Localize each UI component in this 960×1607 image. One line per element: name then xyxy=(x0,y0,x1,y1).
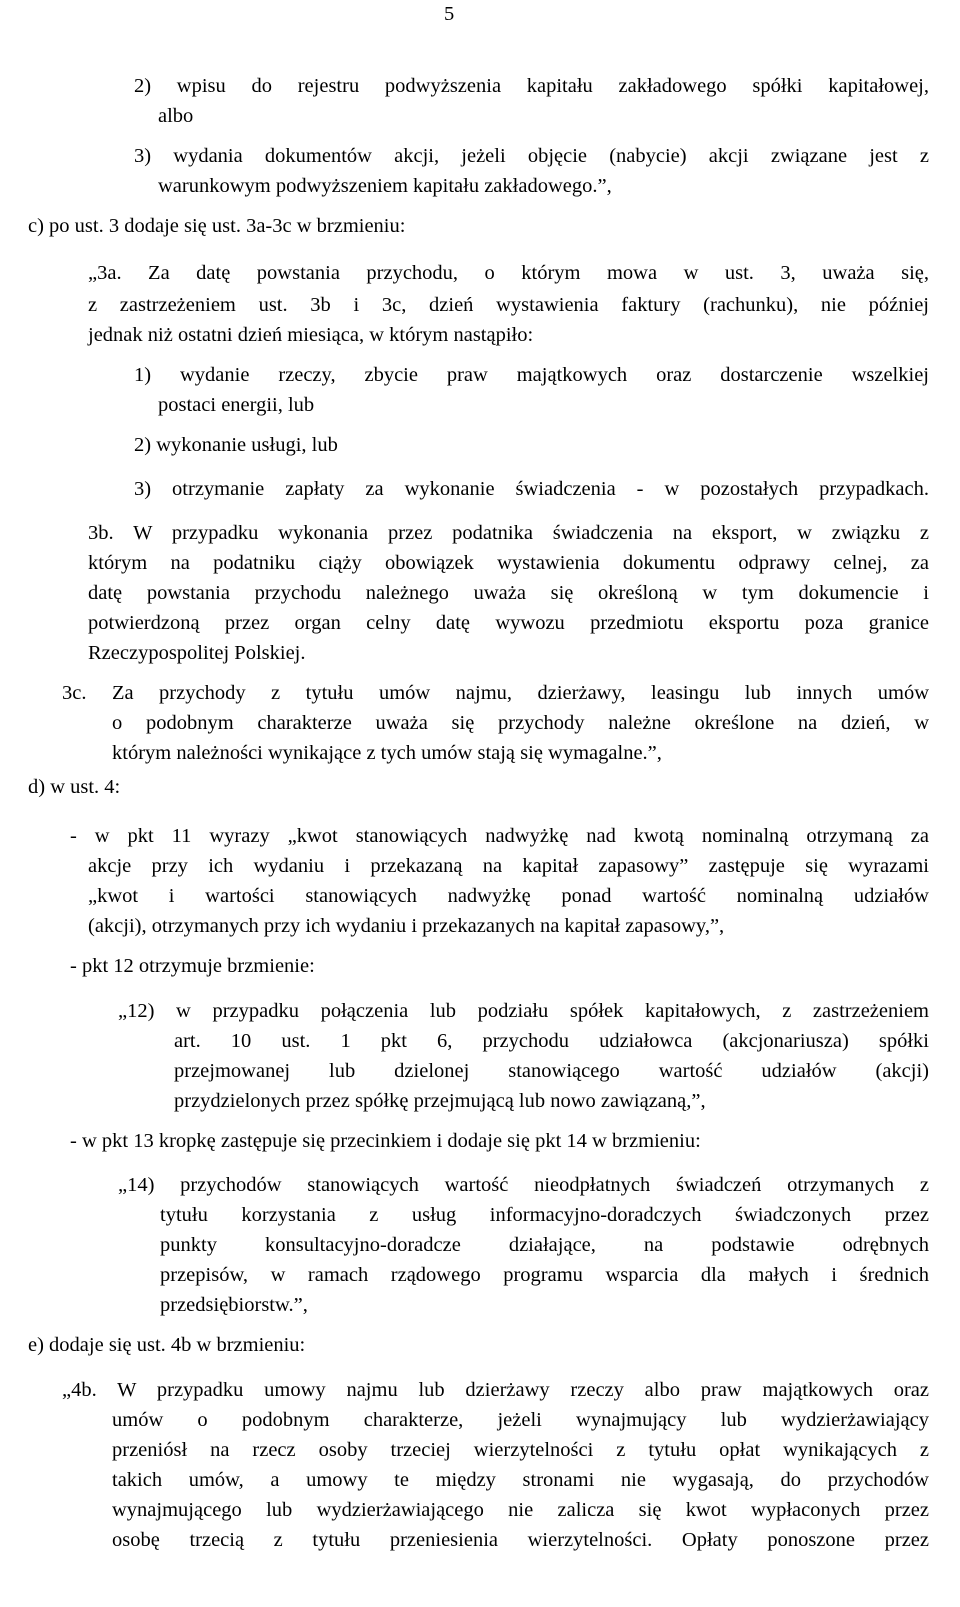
text-line: art. 10 ust. 1 pkt 6, przychodu udziałowca (akcjonariusza) spółki xyxy=(174,1030,929,1052)
text-line: e) dodaje się ust. 4b w brzmieniu: xyxy=(28,1334,306,1356)
text-line: osobę trzecią z tytułu przeniesienia wierzytelności. Opłaty ponoszone przez xyxy=(112,1529,929,1551)
text-line: 2) wykonanie usługi, lub xyxy=(134,434,338,456)
text-line: umów o podobnym charakterze, jeżeli wynajmujący lub wydzierżawiający xyxy=(112,1409,929,1431)
text-line: 1) wydanie rzeczy, zbycie praw majątkowych oraz dostarczenie wszelkiej xyxy=(134,364,929,386)
text-line: warunkowym podwyższeniem kapitału zakładowego.”, xyxy=(158,175,612,197)
text-line: o podobnym charakterze uważa się przychody należne określone na dzień, w xyxy=(112,712,929,734)
text-line: którym na podatniku ciąży obowiązek wystawienia dokumentu odprawy celnej, za xyxy=(88,552,929,574)
text-line: - pkt 12 otrzymuje brzmienie: xyxy=(70,955,315,977)
text-line: albo xyxy=(158,105,194,127)
text-line: tytułu korzystania z usług informacyjno-doradczych świadczonych przez xyxy=(160,1204,929,1226)
text-line: „4b. W przypadku umowy najmu lub dzierżawy rzeczy albo praw majątkowych oraz xyxy=(62,1379,929,1401)
text-line: „14) przychodów stanowiących wartość nieodpłatnych świadczeń otrzymanych z xyxy=(118,1174,929,1196)
text-line: datę powstania przychodu należnego uważa się określoną w tym dokumencie i xyxy=(88,582,929,604)
text-line: 3b. W przypadku wykonania przez podatnika świadczenia na eksport, w związku z xyxy=(88,522,929,544)
text-line: wynajmującego lub wydzierżawiającego nie zalicza się kwot wypłaconych przez xyxy=(112,1499,929,1521)
text-line: przydzielonych przez spółkę przejmującą lub nowo zawiązaną,”, xyxy=(174,1090,706,1112)
text-line: przedsiębiorstw.”, xyxy=(160,1294,308,1316)
text-line: - w pkt 13 kropkę zastępuje się przecinkiem i dodaje się pkt 14 w brzmieniu: xyxy=(70,1130,701,1152)
text-line: Rzeczypospolitej Polskiej. xyxy=(88,642,306,664)
text-line: przejmowanej lub dzielonej stanowiącego wartość udziałów (akcji) xyxy=(174,1060,929,1082)
text-line: 2) wpisu do rejestru podwyższenia kapitału zakładowego spółki kapitałowej, xyxy=(134,75,929,97)
text-line: „kwot i wartości stanowiących nadwyżkę ponad wartość nominalną udziałów xyxy=(88,885,929,907)
text-line: 3) wydania dokumentów akcji, jeżeli objęcie (nabycie) akcji związane jest z xyxy=(134,145,929,167)
text-line: „12) w przypadku połączenia lub podziału spółek kapitałowych, z zastrzeżeniem xyxy=(118,1000,929,1022)
text-line: punkty konsultacyjno-doradcze działające, na podstawie odrębnych xyxy=(160,1234,929,1256)
text-line: jednak niż ostatni dzień miesiąca, w którym nastąpiło: xyxy=(88,324,534,346)
text-line: takich umów, a umowy te między stronami nie wygasają, do przychodów xyxy=(112,1469,929,1491)
text-line: 3c. Za przychody z tytułu umów najmu, dzierżawy, leasingu lub innych umów xyxy=(62,682,929,704)
text-line: akcje przy ich wydaniu i przekazaną na kapitał zapasowy” zastępuje się wyrazami xyxy=(88,855,929,877)
text-line: „3a. Za datę powstania przychodu, o którym mowa w ust. 3, uważa się, xyxy=(88,262,929,284)
text-line: z zastrzeżeniem ust. 3b i 3c, dzień wystawienia faktury (rachunku), nie później xyxy=(88,294,929,316)
text-line: którym należności wynikające z tych umów stają się wymagalne.”, xyxy=(112,742,662,764)
text-line: - w pkt 11 wyrazy „kwot stanowiących nadwyżkę nad kwotą nominalną otrzymaną za xyxy=(70,825,929,847)
text-line: postaci energii, lub xyxy=(158,394,315,416)
text-line: d) w ust. 4: xyxy=(28,776,121,798)
text-line: przeniósł na rzecz osoby trzeciej wierzytelności z tytułu opłat wynikających z xyxy=(112,1439,929,1461)
page-number: 5 xyxy=(444,3,455,25)
text-line: (akcji), otrzymanych przy ich wydaniu i przekazanych na kapitał zapasowy,”, xyxy=(88,915,725,937)
text-line: c) po ust. 3 dodaje się ust. 3a-3c w brzmieniu: xyxy=(28,215,406,237)
text-line: 3) otrzymanie zapłaty za wykonanie świadczenia - w pozostałych przypadkach. xyxy=(134,478,929,500)
text-line: potwierdzoną przez organ celny datę wywozu przedmiotu eksportu poza granice xyxy=(88,612,929,634)
text-line: przepisów, w ramach rządowego programu wsparcia dla małych i średnich xyxy=(160,1264,929,1286)
